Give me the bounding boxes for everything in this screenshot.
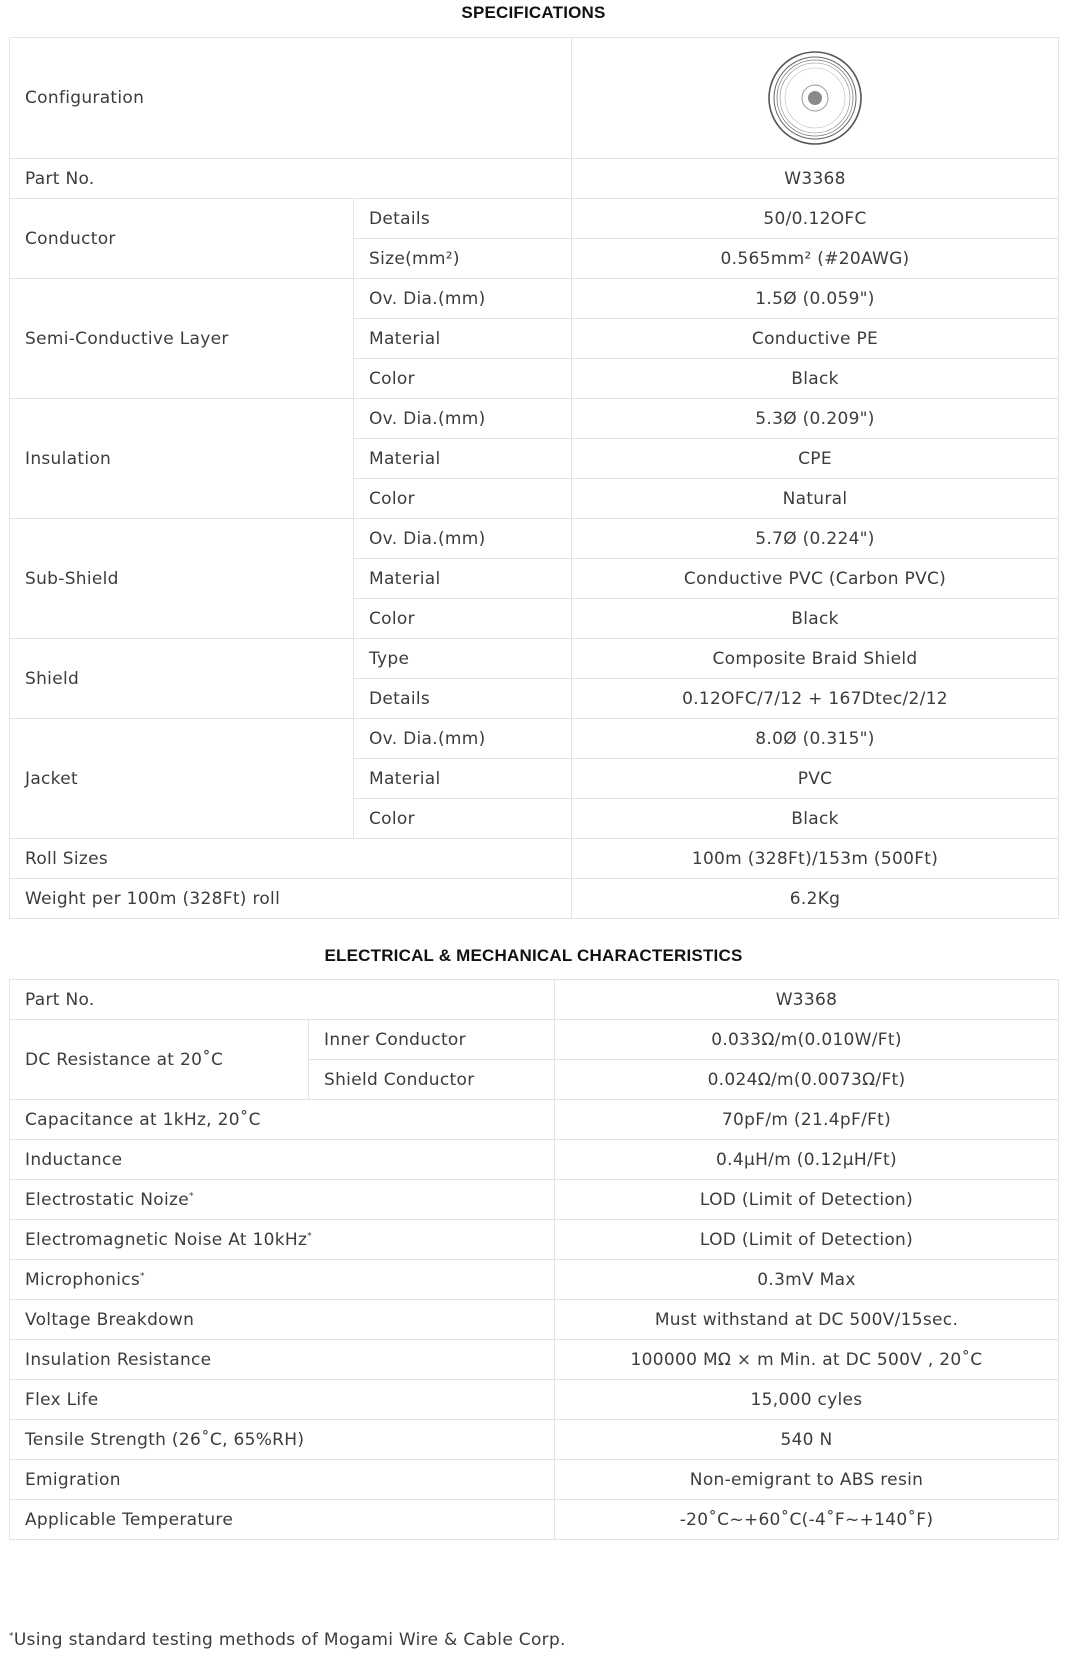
row-label: Part No. (10, 159, 572, 199)
table-row (10, 980, 1059, 1020)
row-label: Inductance (10, 1140, 555, 1180)
row-value: LOD (Limit of Detection) (555, 1180, 1059, 1220)
row-value: 0.4μH/m (0.12μH/Ft) (555, 1140, 1059, 1180)
row-value: W3368 (555, 980, 1059, 1020)
row-value: 0.12OFC/7/12 + 167Dtec/2/12 (572, 679, 1059, 719)
sub-label: Details (354, 199, 572, 239)
electrical-table (9, 979, 1059, 1540)
row-label: Sub-Shield (10, 519, 354, 639)
row-label: Applicable Temperature (10, 1500, 555, 1540)
row-value: 8.0Ø (0.315") (572, 719, 1059, 759)
row-label: DC Resistance at 20˚C (10, 1020, 309, 1100)
sub-label: Color (354, 599, 572, 639)
table-row (10, 1180, 1059, 1220)
row-value: 15,000 cyles (555, 1380, 1059, 1420)
footnote-marker: * (140, 1270, 145, 1281)
table-row (10, 1220, 1059, 1260)
row-label: Conductor (10, 199, 354, 279)
sub-label: Color (354, 479, 572, 519)
row-label: Emigration (10, 1460, 555, 1500)
row-label: Capacitance at 1kHz, 20˚C (10, 1100, 555, 1140)
spec-sheet (9, 0, 1058, 1540)
row-value: Non-emigrant to ABS resin (555, 1460, 1059, 1500)
row-label: Semi-Conductive Layer (10, 279, 354, 399)
row-value: Composite Braid Shield (572, 639, 1059, 679)
row-value: Black (572, 799, 1059, 839)
table-row (10, 399, 1059, 439)
table-row (10, 1300, 1059, 1340)
footnote-marker: * (307, 1230, 313, 1241)
row-value: 5.7Ø (0.224") (572, 519, 1059, 559)
row-value: -20˚C~+60˚C(-4˚F~+140˚F) (555, 1500, 1059, 1540)
specifications-heading: SPECIFICATIONS (461, 3, 606, 22)
footnote (9, 1630, 566, 1650)
row-label (10, 1260, 555, 1300)
row-label: Flex Life (10, 1380, 555, 1420)
table-row (10, 1260, 1059, 1300)
row-value: CPE (572, 439, 1059, 479)
footnote-marker: * (9, 1631, 14, 1642)
coaxial-cable-cross-section-icon (767, 50, 863, 146)
table-row (10, 1460, 1059, 1500)
row-value: W3368 (572, 159, 1059, 199)
sub-label: Type (354, 639, 572, 679)
sub-label: Color (354, 359, 572, 399)
specifications-table (9, 37, 1059, 919)
table-row (10, 159, 1059, 199)
sub-label: Ov. Dia.(mm) (354, 719, 572, 759)
row-label: Roll Sizes (10, 839, 572, 879)
row-value: Black (572, 359, 1059, 399)
row-value: 50/0.12OFC (572, 199, 1059, 239)
row-value: Must withstand at DC 500V/15sec. (555, 1300, 1059, 1340)
row-value: Conductive PVC (Carbon PVC) (572, 559, 1059, 599)
sub-label: Shield Conductor (309, 1060, 555, 1100)
footnote-text: Using standard testing methods of Mogami Wire & Cable Corp. (13, 1630, 566, 1650)
sub-label: Material (354, 559, 572, 599)
configuration-label: Configuration (10, 38, 572, 159)
row-value: PVC (572, 759, 1059, 799)
sub-label: Details (354, 679, 572, 719)
row-label: Part No. (10, 980, 555, 1020)
row-label: Insulation Resistance (10, 1340, 555, 1380)
label-text: Microphonics (25, 1269, 141, 1290)
row-value: 0.033Ω/m(0.010W/Ft) (555, 1020, 1059, 1060)
sub-label: Ov. Dia.(mm) (354, 399, 572, 439)
electrical-heading: ELECTRICAL & MECHANICAL CHARACTERISTICS (324, 946, 743, 965)
table-row (10, 839, 1059, 879)
table-row (10, 519, 1059, 559)
table-row (10, 879, 1059, 919)
sub-label: Color (354, 799, 572, 839)
configuration-cell (572, 38, 1059, 159)
sub-label: Ov. Dia.(mm) (354, 519, 572, 559)
row-value: 0.024Ω/m(0.0073Ω/Ft) (555, 1060, 1059, 1100)
row-value: 6.2Kg (572, 879, 1059, 919)
row-value: Natural (572, 479, 1059, 519)
sub-label: Material (354, 759, 572, 799)
table-row (10, 639, 1059, 679)
sub-label: Material (354, 439, 572, 479)
row-value: 1.5Ø (0.059") (572, 279, 1059, 319)
row-label: Weight per 100m (328Ft) roll (10, 879, 572, 919)
row-label: Shield (10, 639, 354, 719)
row-value: 540 N (555, 1420, 1059, 1460)
table-row (10, 1100, 1059, 1140)
row-value: 100m (328Ft)/153m (500Ft) (572, 839, 1059, 879)
table-row (10, 1420, 1059, 1460)
row-value: Conductive PE (572, 319, 1059, 359)
table-row (10, 199, 1059, 239)
label-text: Electrostatic Noize (25, 1189, 189, 1210)
row-label: Tensile Strength (26˚C, 65%RH) (10, 1420, 555, 1460)
sub-label: Size(mm²) (354, 239, 572, 279)
row-label (10, 1180, 555, 1220)
label-text: Electromagnetic Noise At 10kHz (25, 1229, 308, 1250)
sub-label: Material (354, 319, 572, 359)
row-value: 0.565mm² (#20AWG) (572, 239, 1059, 279)
table-row (10, 1500, 1059, 1540)
table-row (10, 719, 1059, 759)
table-row (10, 38, 1059, 159)
row-value: 70pF/m (21.4pF/Ft) (555, 1100, 1059, 1140)
table-row (10, 1020, 1059, 1060)
row-label: Insulation (10, 399, 354, 519)
row-label: Jacket (10, 719, 354, 839)
row-value: 100000 MΩ × m Min. at DC 500V , 20˚C (555, 1340, 1059, 1380)
table-row (10, 1340, 1059, 1380)
row-value: LOD (Limit of Detection) (555, 1220, 1059, 1260)
row-label: Voltage Breakdown (10, 1300, 555, 1340)
row-value: Black (572, 599, 1059, 639)
row-value: 5.3Ø (0.209") (572, 399, 1059, 439)
sub-label: Inner Conductor (309, 1020, 555, 1060)
footnote-marker: * (188, 1190, 194, 1201)
table-row (10, 1380, 1059, 1420)
table-row (10, 1140, 1059, 1180)
sub-label: Ov. Dia.(mm) (354, 279, 572, 319)
row-value: 0.3mV Max (555, 1260, 1059, 1300)
row-label (10, 1220, 555, 1260)
table-row (10, 279, 1059, 319)
